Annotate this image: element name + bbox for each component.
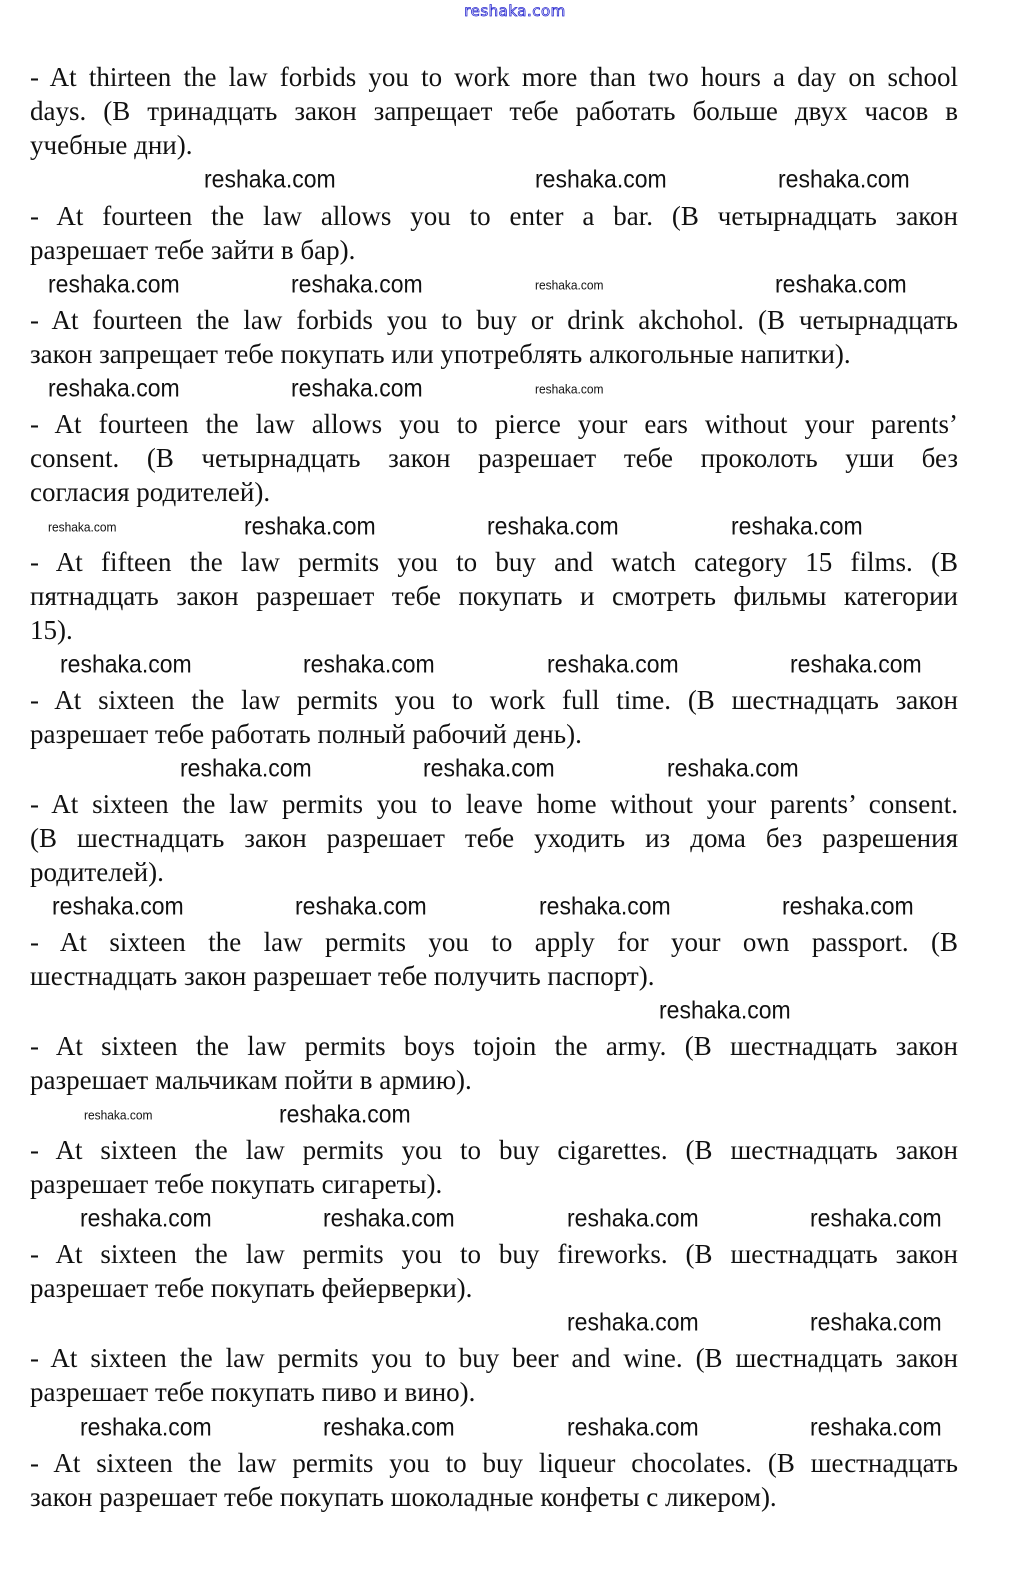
watermark: reshaka.com <box>782 892 914 921</box>
paragraph-line: - At sixteen the law permits you to buy fireworks. (В шестнадцать закон <box>30 1239 958 1269</box>
watermark: reshaka.com <box>48 270 180 299</box>
paragraph <box>30 199 958 267</box>
paragraph-line: - At fourteen the law forbids you to buy or drink akchohol. (В четырнадцать <box>30 305 958 335</box>
paragraph-line: (В шестнадцать закон разрешает тебе уходить из дома без разрешения <box>30 823 958 853</box>
paragraph <box>30 683 958 751</box>
paragraph-line: пятнадцать закон разрешает тебе покупать и смотреть фильмы категории <box>30 581 958 611</box>
watermark: reshaka.com <box>323 1204 455 1233</box>
paragraph-line: - At sixteen the law permits you to buy beer and wine. (В шестнадцать закон <box>30 1343 958 1373</box>
watermark: reshaka.com <box>303 650 435 679</box>
watermark: reshaka.com <box>535 381 604 397</box>
watermark: reshaka.com <box>567 1308 699 1337</box>
paragraph <box>30 787 958 889</box>
paragraph <box>30 1341 958 1409</box>
paragraph-line: consent. (В четырнадцать закон разрешает тебе проколоть уши без <box>30 443 958 473</box>
paragraph-line: - At fourteen the law allows you to pierce your ears without your parents’ <box>30 409 958 439</box>
paragraph-line: разрешает тебе покупать пиво и вино). <box>30 1377 476 1407</box>
paragraph-line: согласия родителей). <box>30 477 271 507</box>
paragraph-line: days. (В тринадцать закон запрещает тебе работать больше двух часов в <box>30 96 958 126</box>
paragraph-line: - At sixteen the law permits you to work full time. (В шестнадцать закон <box>30 685 958 715</box>
watermark: reshaka.com <box>52 892 184 921</box>
watermark: reshaka.com <box>80 1204 212 1233</box>
paragraph-line: родителей). <box>30 857 164 887</box>
watermark: reshaka.com <box>48 374 180 403</box>
watermark: reshaka.com <box>778 165 910 194</box>
watermark: reshaka.com <box>244 512 376 541</box>
paragraph <box>30 545 958 647</box>
watermark: reshaka.com <box>659 996 791 1025</box>
watermark: reshaka.com <box>810 1204 942 1233</box>
watermark: reshaka.com <box>291 270 423 299</box>
watermark: reshaka.com <box>84 1107 153 1123</box>
paragraph-line: - At fourteen the law allows you to enter a bar. (В четырнадцать закон <box>30 201 958 231</box>
watermark: reshaka.com <box>790 650 922 679</box>
watermark: reshaka.com <box>279 1100 411 1129</box>
paragraph-line: разрешает мальчикам пойти в армию). <box>30 1065 472 1095</box>
watermark: reshaka.com <box>60 650 192 679</box>
watermark: reshaka.com <box>567 1204 699 1233</box>
paragraph <box>30 1029 958 1097</box>
watermark: reshaka.com <box>731 512 863 541</box>
watermark: reshaka.com <box>204 165 336 194</box>
watermark: reshaka.com <box>547 650 679 679</box>
paragraph-line: - At sixteen the law permits boys tojoin the army. (В шестнадцать закон <box>30 1031 958 1061</box>
site-link[interactable]: reshaka.com <box>464 2 566 20</box>
paragraph <box>30 1133 958 1201</box>
paragraph <box>30 1446 958 1514</box>
watermark: reshaka.com <box>180 754 312 783</box>
watermark: reshaka.com <box>535 277 604 293</box>
paragraph <box>30 303 958 371</box>
watermark: reshaka.com <box>295 892 427 921</box>
paragraph <box>30 1237 958 1305</box>
paragraph-line: шестнадцать закон разрешает тебе получить паспорт). <box>30 961 655 991</box>
paragraph-line: закон запрещает тебе покупать или употреблять алкогольные напитки). <box>30 339 851 369</box>
paragraph-line: разрешает тебе покупать сигареты). <box>30 1169 443 1199</box>
paragraph-line: разрешает тебе зайти в бар). <box>30 235 356 265</box>
watermark: reshaka.com <box>487 512 619 541</box>
paragraph-line: закон разрешает тебе покупать шоколадные конфеты с ликером). <box>30 1482 777 1512</box>
watermark: reshaka.com <box>567 1413 699 1442</box>
paragraph-line: - At sixteen the law permits you to leave home without your parents’ consent. <box>30 789 958 819</box>
paragraph-line: - At sixteen the law permits you to buy liqueur chocolates. (В шестнадцать <box>30 1448 958 1478</box>
watermark: reshaka.com <box>667 754 799 783</box>
paragraph-line: учебные дни). <box>30 130 193 160</box>
paragraph <box>30 407 958 509</box>
watermark: reshaka.com <box>775 270 907 299</box>
paragraph <box>30 60 958 162</box>
paragraph-line: - At sixteen the law permits you to apply for your own passport. (В <box>30 927 958 957</box>
paragraph-line: - At fifteen the law permits you to buy and watch category 15 films. (В <box>30 547 958 577</box>
paragraph-line: 15). <box>30 615 73 645</box>
watermark: reshaka.com <box>539 892 671 921</box>
watermark: reshaka.com <box>48 519 117 535</box>
watermark: reshaka.com <box>535 165 667 194</box>
paragraph-line: - At sixteen the law permits you to buy cigarettes. (В шестнадцать закон <box>30 1135 958 1165</box>
watermark: reshaka.com <box>810 1413 942 1442</box>
watermark: reshaka.com <box>323 1413 455 1442</box>
paragraph-line: - At thirteen the law forbids you to work more than two hours a day on school <box>30 62 958 92</box>
paragraph <box>30 925 958 993</box>
paragraph-line: разрешает тебе покупать фейерверки). <box>30 1273 473 1303</box>
watermark: reshaka.com <box>423 754 555 783</box>
paragraph-line: разрешает тебе работать полный рабочий день). <box>30 719 582 749</box>
watermark: reshaka.com <box>291 374 423 403</box>
watermark: reshaka.com <box>80 1413 212 1442</box>
watermark: reshaka.com <box>810 1308 942 1337</box>
